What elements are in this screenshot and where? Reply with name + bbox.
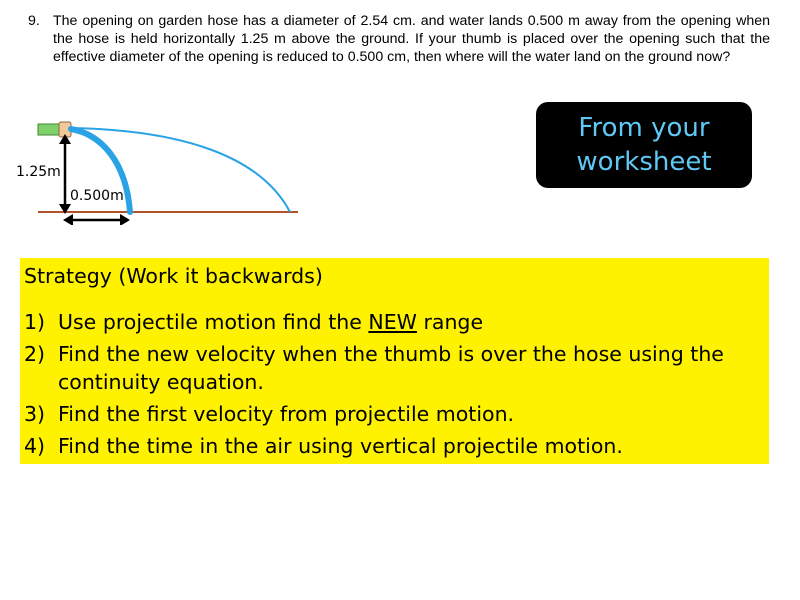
step-text-post: range [416, 310, 484, 334]
problem-number: 9. [28, 13, 40, 29]
range-label: 0.500m [70, 188, 124, 204]
strategy-step [24, 400, 761, 428]
hose-diagram [0, 110, 310, 225]
hose-body [38, 124, 60, 135]
badge-line-1: From your [578, 113, 710, 143]
step-text [58, 308, 761, 336]
strategy-step [24, 308, 761, 336]
strategy-box [20, 258, 769, 464]
strategy-steps [24, 308, 761, 464]
step-text-pre: Use projectile motion find the [58, 310, 369, 334]
range-arrow-head-left [63, 214, 73, 225]
range-arrow-head-right [120, 214, 130, 225]
badge-line-2: worksheet [576, 147, 712, 177]
step-text: Find the time in the air using vertical projectile motion. [58, 434, 623, 458]
strategy-step [24, 340, 761, 396]
worksheet-badge [536, 102, 752, 188]
step-text: Find the new velocity when the thumb is over the hose using the continuity equation. [58, 342, 724, 394]
step-number: 3) [24, 402, 46, 426]
strategy-title: Strategy (Work it backwards) [24, 264, 323, 288]
step-number: 4) [24, 434, 46, 458]
problem-statement [28, 12, 770, 66]
step-number: 2) [24, 342, 46, 366]
problem-text: The opening on garden hose has a diameter of 2.54 cm. and water lands 0.500 m away from the opening when the hose is held horizontally 1.25 m above the ground. If your thumb is placed over the opening such that the effective diameter of the opening is reduced to 0.500 cm, then where will the water land on the ground now? [53, 13, 770, 65]
step-number: 1) [24, 310, 46, 334]
step-emphasis-new: NEW [368, 310, 417, 334]
strategy-step [24, 432, 761, 460]
height-label: 1.25m [16, 164, 61, 180]
step-text: Find the first velocity from projectile motion. [58, 402, 515, 426]
